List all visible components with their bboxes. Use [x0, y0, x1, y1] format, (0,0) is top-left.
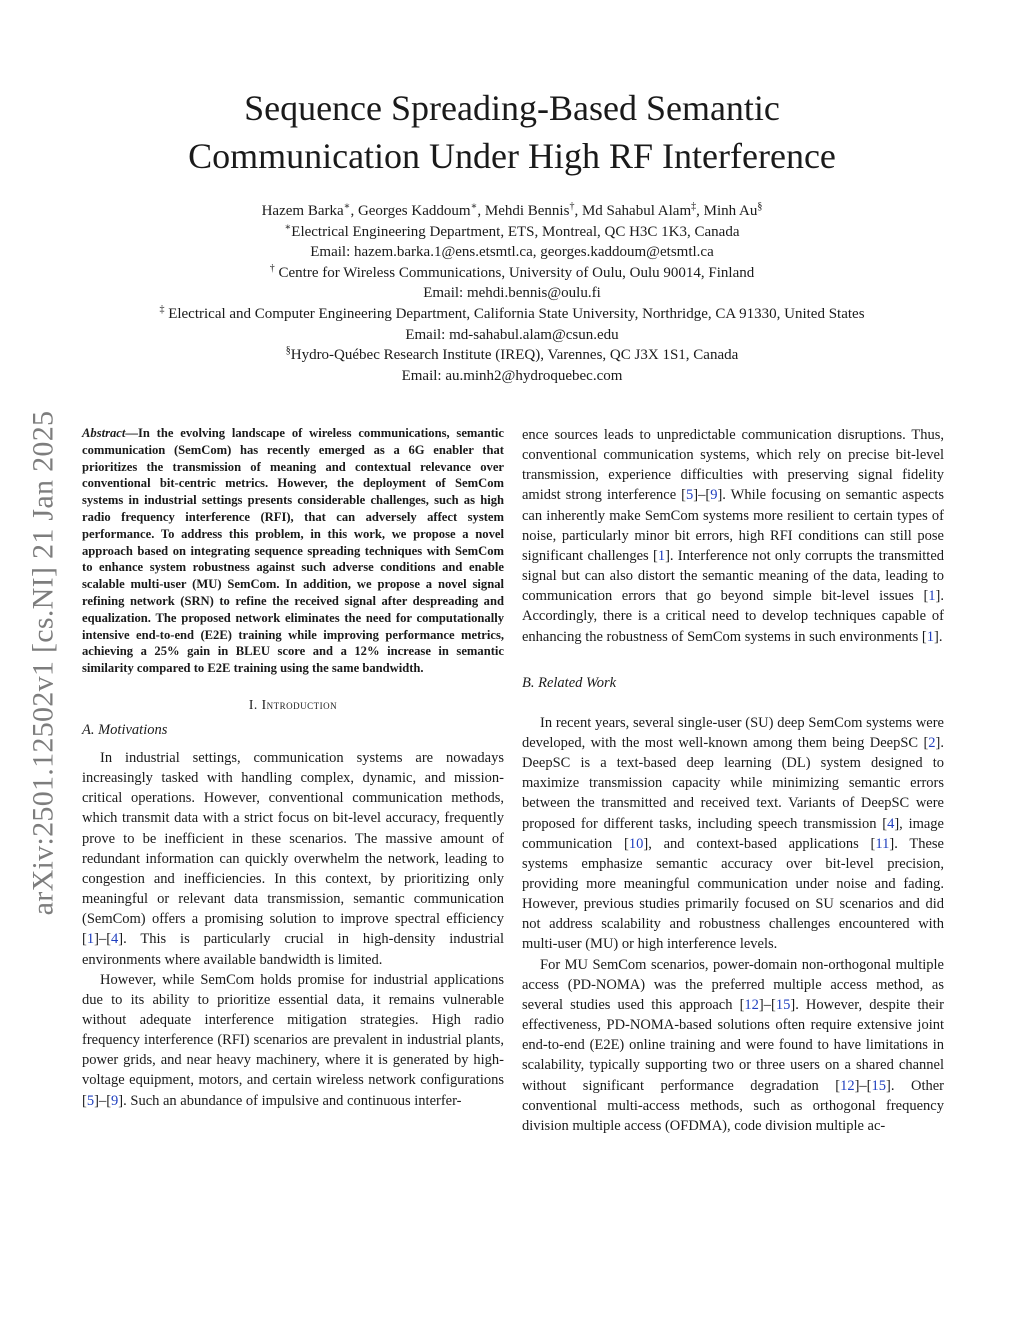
right-column — [522, 425, 944, 1136]
author-name: Minh Au — [703, 203, 758, 219]
citation-link[interactable]: 5 — [86, 1092, 95, 1109]
affiliation-2: † Centre for Wireless Communications, University of Oulu, Oulu 90014, Finland — [269, 262, 755, 281]
author-names: Hazem Barka∗, Georges Kaddoum∗, Mehdi Bennis†, Md Sahabul Alam‡, Minh Au§ — [261, 201, 763, 219]
paper-title — [100, 84, 924, 180]
subsection-heading-motivations: A. Motivations — [82, 721, 168, 738]
citation-link[interactable]: 9 — [710, 487, 718, 504]
arxiv-identifier-text: arXiv:2501.12502v1 [cs.NI] 21 Jan 2025 — [26, 410, 60, 916]
citation-link[interactable]: 10 — [628, 835, 644, 852]
citation-link[interactable]: 12 — [840, 1077, 855, 1094]
citation-link[interactable]: 1 — [928, 588, 936, 605]
citation-link[interactable]: 2 — [928, 734, 936, 751]
arxiv-identifier-stamp — [18, 378, 68, 948]
email-3: Email: md-sahabul.alam@csun.edu — [405, 326, 619, 343]
abstract-label: Abstract — [82, 426, 126, 440]
paragraph-motivations-continued: ence sources leads to unpredictable communication disruptions. Thus, conventional communication systems, which rely on precise bit-level transmission, experience difficulties with preserving signal fidelity amidst strong interference [5]–[9]. While focusing on semantic aspects can inherently make SemCom systems more resilient to certain types of noise, particularly minor bit errors, high RFI conditions can still pose significant challenges [1]. Interference not only corrupts the transmitted signal but can also distort the semantic meaning of the data, leading to communication errors that go beyond simple bit-level issues [1]. Accordingly, there is a critical need to develop techniques capable of enhancing the robustness of SemCom systems in such environments [1]. — [522, 427, 945, 645]
author-name: Md Sahabul Alam — [581, 203, 692, 219]
title-line-1: Sequence Spreading-Based Semantic — [244, 88, 780, 128]
citation-link[interactable]: 4 — [887, 815, 895, 832]
affiliation-1: ∗Electrical Engineering Department, ETS, Montreal, QC H3C 1K3, Canada — [284, 221, 740, 240]
citation-link[interactable]: 4 — [111, 931, 119, 948]
citation-link[interactable]: 5 — [686, 487, 694, 504]
left-column — [82, 425, 504, 1111]
section-heading-introduction: I. Introduction — [248, 696, 338, 712]
email-2: Email: mehdi.bennis@oulu.fi — [423, 285, 601, 302]
author-name: Hazem Barka — [261, 203, 344, 219]
author-name: Georges Kaddoum — [357, 203, 471, 219]
paragraph-motivations-2: However, while SemCom holds promise for industrial applications due to its ability to prioritize essential data, it remains vulnerable without adequate interference mitigation strategies. High radio frequency interference (RFI) scenarios are prevalent in industrial plants, power grids, and near heavy machinery, where it is generated by high-voltage equipment, motors, and certain wireless network configurations [5]–[9]. Such an abundance of impulsive and continuous interfer- — [82, 971, 504, 1109]
email-4: Email: au.minh2@hydroquebec.com — [401, 367, 623, 384]
citation-link[interactable]: 11 — [875, 835, 890, 852]
paragraph-related-work-2: For MU SemCom scenarios, power-domain non-orthogonal multiple access (PD-NOMA) was the preferred multiple access method, as several studies used this approach [12]–[15]. However, despite their effectiveness, PD-NOMA-based solutions often require extensive joint end-to-end (E2E) online training and were found to have limitations in scalability, typically supporting two or three users on a shared channel without significant performance degradation [12]–[15]. Other conventional multi-access methods, such as orthogonal frequency division multiple access (OFDMA), code division multiple ac- — [522, 956, 945, 1134]
abstract-text: —In the evolving landscape of wireless communications, semantic communication (SemCom) has recently emerged as a 6G enabler that prioritizes the transmission of meaning and contextual relevance over conventional bit-centric metrics. However, the deployment of SemCom systems in industrial settings presents considerable challenges, such as high radio frequency interference (RFI), that can adversely affect system performance. To address this problem, in this work, we propose a novel approach based on integrating sequence spreading techniques with SemCom to enhance system robustness against such adverse conditions and enable scalable multi-user (MU) SemCom. In addition, we propose a novel signal refining network (SRN) to refine the received signal after despreading and equalization. The proposed network eliminates the need for computationally intensive end-to-end (E2E) training while improving performance metrics, achieving a 25% gain in BLEU score and a 12% increase in semantic similarity compared to E2E training using the same bandwidth. — [82, 426, 504, 676]
citation-link[interactable]: 1 — [657, 547, 666, 564]
author-block — [80, 201, 944, 386]
subsection-heading-related-work: B. Related Work — [522, 674, 617, 691]
citation-link[interactable]: 9 — [111, 1092, 119, 1109]
affiliation-mark: § — [757, 201, 763, 212]
paragraph-related-work-1: In recent years, several single-user (SU) deep SemCom systems were developed, with the most well-known among them being DeepSC [2]. DeepSC is a text-based deep learning (DL) system designed to maximize transmission capacity while minimizing semantic errors between the transmitted and received text. Variants of DeepSC were proposed for different tasks, including speech transmission [4], image communication [10], and context-based applications [11]. These systems emphasize semantic accuracy over bit-level precision, providing more meaningful communication under noise and fading. However, previous studies primarily focused on SU scenarios and did not address scalability and robustness challenges encountered with multi-user (MU) or high interference levels. — [522, 714, 944, 953]
affiliation-mark: ∗ — [343, 201, 351, 212]
email-1: Email: hazem.barka.1@ens.etsmtl.ca, georges.kaddoum@etsmtl.ca — [310, 244, 714, 261]
citation-link[interactable]: 1 — [86, 931, 95, 948]
affiliation-mark: † — [569, 201, 575, 212]
citation-link[interactable]: 12 — [744, 996, 759, 1013]
author-name: Mehdi Bennis — [484, 203, 570, 219]
citation-link[interactable]: 1 — [926, 628, 935, 645]
citation-link[interactable]: 15 — [775, 996, 791, 1013]
abstract — [82, 425, 504, 677]
affiliation-3: ‡ Electrical and Computer Engineering Department, California State University, Northridge, CA 91330, United States — [159, 303, 865, 322]
affiliation-mark: ∗ — [470, 201, 478, 212]
affiliation-mark: ‡ — [691, 201, 697, 212]
paragraph-motivations-1: In industrial settings, communication systems are nowadays increasingly tasked with handling complex, dynamic, and mission-critical operations. However, conventional communication methods, which transmit data with a strict focus on bit-level accuracy, frequently prove to be inefficient in these scenarios. The massive amount of redundant information can quickly overwhelm the network, leading to congestion and inefficiencies. In this context, by prioritizing only meaningful or relevant data transmission, semantic communication (SemCom) offers a promising solution to improve spectral efficiency [1]–[4]. This is particularly crucial in high-density industrial environments where available bandwidth is limited. — [82, 749, 504, 968]
affiliation-4: §Hydro-Québec Research Institute (IREQ), Varennes, QC J3X 1S1, Canada — [285, 345, 739, 364]
citation-link[interactable]: 15 — [871, 1077, 887, 1094]
title-line-2: Communication Under High RF Interference — [188, 136, 836, 176]
